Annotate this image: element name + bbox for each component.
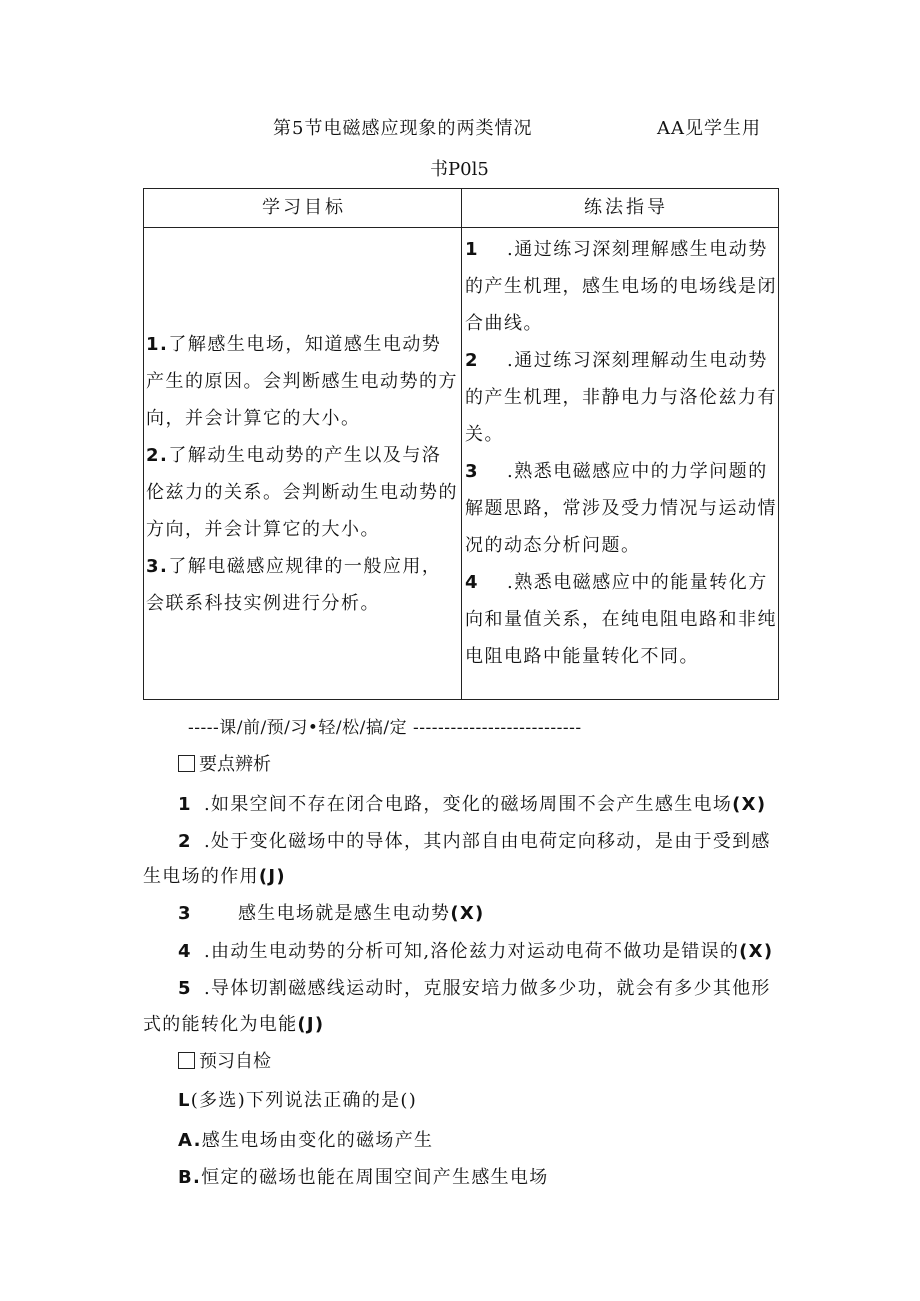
list-item: 1 .如果空间不存在闭合电路，变化的磁场周围不会产生感生电场(X): [178, 794, 767, 815]
table-header-goals: 学习目标: [262, 197, 346, 218]
list-item: 2 .处于变化磁场中的导体，其内部自由电荷定向移动，是由于受到感: [178, 831, 771, 852]
list-item-continued: 式的能转化为电能(J): [143, 1014, 325, 1035]
question: L(多选)下列说法正确的是(): [178, 1090, 418, 1111]
objectives-table: [143, 188, 779, 700]
goal-item: 1.了解感生电场，知道感生电动势产生的原因。会判断感生电动势的方向，并会计算它的大小。: [146, 334, 458, 429]
goals-cell: [146, 326, 458, 622]
goal-item: 2.了解动生电动势的产生以及与洛伦兹力的关系。会判断动生电动势的方向，并会计算它的大小。: [146, 445, 458, 540]
list-item-continued: 生电场的作用(J): [143, 866, 286, 887]
goal-item: 3.了解电磁感应规律的一般应用，会联系科技实例进行分析。: [146, 556, 442, 614]
table-header-guide: 练法指导: [584, 197, 668, 218]
guide-item: 1 .通过练习深刻理解感生电动势的产生机理，感生电场的电场线是闭合曲线。: [465, 239, 777, 334]
list-item: 5 .导体切割磁感线运动时，克服安培力做多少功，就会有多少其他形: [178, 978, 771, 999]
guide-item: 4 .熟悉电磁感应中的能量转化方向和量值关系，在纯电阻电路和非纯电阻电路中能量转化不同。: [465, 572, 777, 667]
section-key-points: 要点辨析: [178, 750, 271, 776]
checkbox-icon: [178, 755, 195, 772]
table-divider-horizontal: [144, 227, 778, 228]
guide-cell: [465, 231, 777, 675]
option-a: A.感生电场由变化的磁场产生: [178, 1130, 434, 1151]
checkbox-icon: [178, 1052, 195, 1069]
page-reference: 书P0l5: [430, 159, 489, 180]
page-title: 第5节电磁感应现象的两类情况: [273, 118, 533, 139]
option-b: B.恒定的磁场也能在周围空间产生感生电场: [178, 1167, 549, 1188]
page-title-right: AA见学生用: [657, 118, 761, 139]
list-item: 4 .由动生电动势的分析可知,洛伦兹力对运动电荷不做功是错误的(X): [178, 941, 774, 962]
guide-item: 3 .熟悉电磁感应中的力学问题的解题思路，常涉及受力情况与运动情况的动态分析问题。: [465, 461, 777, 556]
section-self-check: 预习自检: [178, 1047, 271, 1073]
guide-item: 2 .通过练习深刻理解动生电动势的产生机理，非静电力与洛伦兹力有关。: [465, 350, 777, 445]
table-divider-vertical: [461, 189, 462, 699]
section-divider: -----课/前/预/习•轻/松/搞/定 ---------------------------: [188, 718, 582, 738]
list-item: 3 感生电场就是感生电动势(X): [178, 903, 485, 924]
